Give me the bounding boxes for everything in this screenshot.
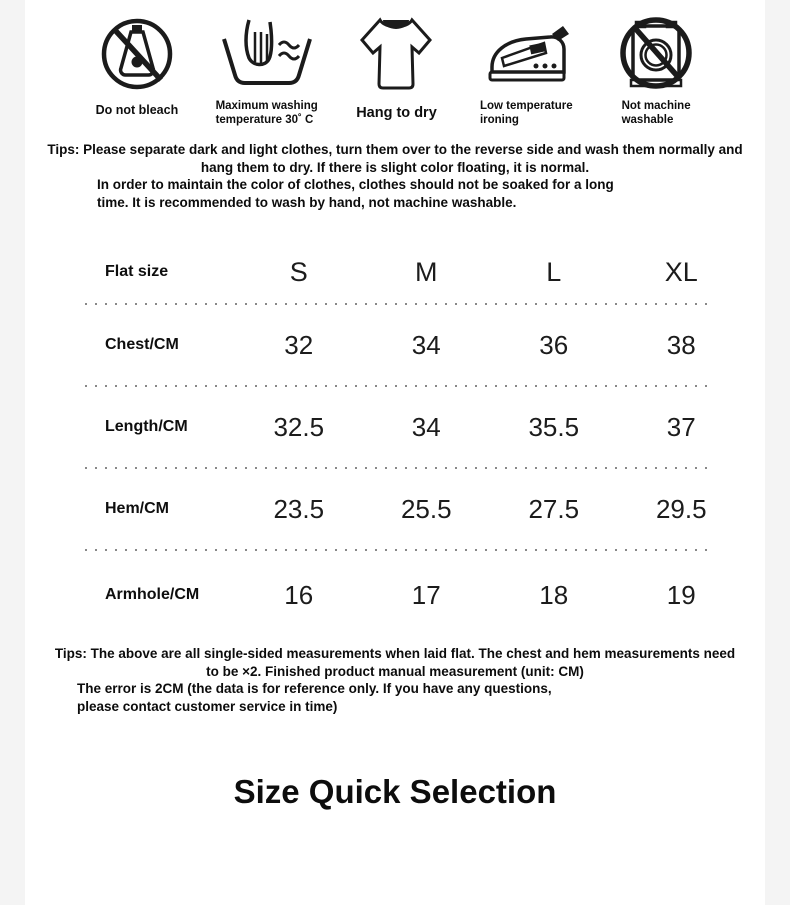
care-label: Hang to dry <box>356 105 437 121</box>
care-icons-row <box>25 0 765 127</box>
cell-value: 16 <box>284 579 314 610</box>
washing-tips-line: Tips: Please separate dark and light clothes, turn them over to the reverse side and wash them normally and <box>47 142 743 157</box>
row-label: Length/CM <box>105 418 188 435</box>
table-row-chest <box>85 305 745 385</box>
row-label: Chest/CM <box>105 336 179 353</box>
cell-value: 36 <box>539 329 569 360</box>
washing-tips-line: hang them to dry. If there is slight color floating, it is normal. <box>200 159 590 175</box>
hang-to-dry-icon <box>354 12 438 96</box>
hand-wash-30-icon <box>221 12 313 96</box>
cell-value: 34 <box>411 329 441 360</box>
do-not-bleach-icon <box>97 12 177 96</box>
care-item-do-not-bleach <box>72 12 202 127</box>
row-label: Hem/CM <box>105 500 170 517</box>
size-column-s: S <box>289 256 308 287</box>
table-row-armhole <box>85 551 745 639</box>
size-column-m: M <box>415 256 438 287</box>
measurement-tips-line: The error is 2CM (the data is for reference only. If you have any questions, <box>77 681 552 696</box>
cell-value: 32.5 <box>273 411 325 442</box>
size-quick-selection-title: Size Quick Selection <box>233 773 557 810</box>
washing-tips <box>25 141 765 211</box>
cell-value: 19 <box>666 579 696 610</box>
care-label: Low temperature ironing <box>479 100 573 126</box>
care-item-not-machine-washable <box>591 12 721 127</box>
measurement-tips-line: Tips: The above are all single-sided measurements when laid flat. The chest and hem measurements need <box>54 646 736 661</box>
measurement-tips <box>25 645 765 715</box>
care-item-max-washing-temp <box>202 12 332 127</box>
cell-value: 29.5 <box>655 493 707 524</box>
measurement-tips-line: please contact customer service in time) <box>77 698 338 714</box>
size-column-l: L <box>546 256 562 287</box>
no-machine-wash-icon <box>616 12 696 96</box>
cell-value: 34 <box>411 411 441 442</box>
iron-icon <box>480 12 572 96</box>
washing-tips-line: In order to maintain the color of clothes, clothes should not be soaked for a long <box>97 177 614 192</box>
size-table-corner-label: Flat size <box>105 263 169 280</box>
cell-value: 37 <box>666 411 696 442</box>
content-sheet <box>25 0 765 905</box>
size-column-xl: XL <box>664 256 698 287</box>
size-table-header-row <box>85 241 745 303</box>
washing-tips-line: time. It is recommended to wash by hand, not machine washable. <box>97 194 517 210</box>
care-item-hang-to-dry <box>332 12 462 127</box>
cell-value: 23.5 <box>273 493 325 524</box>
cell-value: 27.5 <box>528 493 580 524</box>
care-label: Not machine washable <box>621 100 691 126</box>
cell-value: 38 <box>666 329 696 360</box>
cell-value: 35.5 <box>528 411 580 442</box>
cell-value: 25.5 <box>400 493 452 524</box>
cell-value: 18 <box>539 579 569 610</box>
cell-value: 17 <box>411 579 441 610</box>
size-table <box>85 241 745 639</box>
care-label: Maximum washing temperature 30˚ C <box>215 100 318 126</box>
row-label: Armhole/CM <box>105 586 200 603</box>
care-item-low-temp-ironing <box>461 12 591 127</box>
care-label: Do not bleach <box>95 103 179 117</box>
table-row-hem <box>85 469 745 549</box>
cell-value: 32 <box>284 329 314 360</box>
table-row-length <box>85 387 745 467</box>
measurement-tips-line: to be ×2. Finished product manual measurement (unit: CM) <box>206 663 584 679</box>
